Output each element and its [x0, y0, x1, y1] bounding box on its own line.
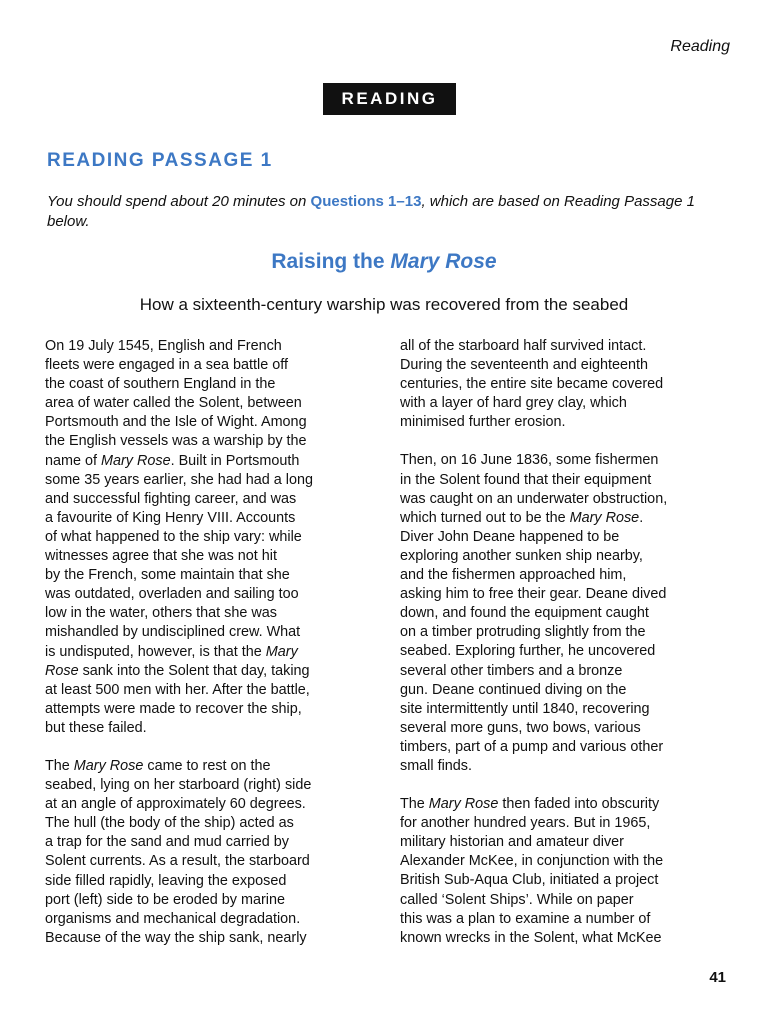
text-line: by the French, some maintain that she — [45, 567, 290, 584]
ship-name: Mary — [265, 643, 298, 660]
text-line: military historian and amateur diver — [400, 834, 624, 851]
text-line: gun. Deane continued diving on the — [400, 681, 627, 698]
text-line: with a layer of hard grey clay, which — [400, 395, 627, 412]
article-subtitle: How a sixteenth-century warship was recovered from the seabed — [139, 295, 629, 314]
paragraph — [400, 337, 740, 432]
right-column — [400, 337, 740, 967]
text-line: Rose sank into the Solent that day, taking — [45, 662, 310, 679]
text-line: all of the starboard half survived intact. — [400, 338, 647, 354]
text-line: Diver John Deane happened to be — [400, 528, 620, 545]
text-line: for another hundred years. But in 1965, — [400, 815, 651, 832]
left-column — [45, 337, 385, 967]
text-line: at least 500 men with her. After the battle, — [45, 681, 310, 698]
text-line: Then, on 16 June 1836, some fishermen — [400, 452, 659, 469]
text-line: and successful fighting career, and was — [45, 490, 297, 507]
text-line: this was a plan to examine a number of — [400, 910, 651, 927]
text-line: site intermittently until 1840, recovering — [400, 700, 650, 717]
text-line: witnesses agree that she was not hit — [45, 548, 277, 565]
text-line: down, and found the equipment caught — [400, 605, 649, 622]
text-line: minimised further erosion. — [400, 414, 566, 431]
text-line: seabed. Exploring further, he uncovered — [400, 643, 656, 660]
text-line: On 19 July 1545, English and French — [45, 338, 282, 354]
text-line: called ‘Solent Ships’. While on paper — [400, 891, 634, 908]
text-line: some 35 years earlier, she had had a long — [45, 471, 313, 488]
text-line: the English vessels was a warship by the — [45, 433, 307, 450]
questions-range: Questions 1–13 — [310, 193, 422, 210]
text-line: The Mary Rose then faded into obscurity — [400, 796, 660, 813]
paragraph — [45, 337, 385, 738]
text-line: centuries, the entire site became covered — [400, 376, 664, 393]
text-line: Because of the way the ship sank, nearly — [45, 929, 307, 946]
ship-name: Mary Rose — [101, 452, 171, 469]
text-line: in the Solent found that their equipment — [400, 471, 652, 488]
text-line: timbers, part of a pump and various other — [400, 738, 664, 755]
title-ship-name: Mary Rose — [390, 250, 497, 273]
passage-heading: READING PASSAGE 1 — [47, 150, 273, 171]
text-line: which turned out to be the Mary Rose. — [400, 509, 644, 526]
instructions-post: , which are based on Reading Passage 1 below. — [47, 193, 695, 230]
text-line: mishandled by undisciplined crew. What — [45, 624, 301, 641]
text-line: The hull (the body of the ship) acted as — [45, 815, 294, 832]
text-line: port (left) side to be eroded by marine — [45, 891, 285, 908]
text-line: British Sub-Aqua Club, initiated a project — [400, 872, 659, 889]
text-line: a favourite of King Henry VIII. Accounts — [45, 509, 296, 526]
text-line: seabed, lying on her starboard (right) side — [45, 777, 312, 794]
text-line: of what happened to the ship vary: while — [45, 528, 302, 545]
running-head: Reading — [670, 38, 730, 55]
title-text: Raising the — [271, 250, 391, 273]
text-line: at an angle of approximately 60 degrees. — [45, 796, 306, 813]
ship-name: Mary Rose — [428, 796, 499, 813]
ship-name: Mary Rose — [569, 509, 640, 526]
text-line: several other timbers and a bronze — [400, 662, 623, 679]
text-line: area of water called the Solent, between — [45, 395, 302, 412]
paragraph — [400, 451, 740, 776]
text-line: The Mary Rose came to rest on the — [45, 757, 271, 774]
text-line: a trap for the sand and mud carried by — [45, 834, 289, 851]
text-line: is undisputed, however, is that the Mary — [45, 643, 298, 660]
ship-name: Mary Rose — [73, 757, 144, 774]
paragraph — [45, 757, 385, 948]
text-line: During the seventeenth and eighteenth — [400, 357, 649, 374]
text-line: Alexander McKee, in conjunction with the — [400, 853, 664, 870]
text-line: low in the water, others that she was — [45, 605, 277, 622]
page-number: 41 — [709, 969, 726, 986]
instructions-pre: You should spend about 20 minutes on — [47, 193, 311, 210]
text-line: Solent currents. As a result, the starboard — [45, 853, 310, 870]
ship-name: Rose — [45, 662, 79, 679]
text-line: on a timber protruding slightly from the — [400, 624, 646, 641]
section-label: READING — [323, 83, 456, 115]
text-line: organisms and mechanical degradation. — [45, 910, 301, 927]
text-line: asking him to free their gear. Deane dived — [400, 586, 667, 603]
article-title — [0, 250, 768, 274]
text-line: was outdated, overladen and sailing too — [45, 586, 299, 603]
text-line: the coast of southern England in the — [45, 376, 276, 393]
paragraph — [400, 795, 740, 948]
text-line: but these failed. — [45, 719, 147, 736]
text-line: and the fishermen approached him, — [400, 567, 627, 584]
text-line: exploring another sunken ship nearby, — [400, 547, 643, 564]
text-line: several more guns, two bows, various — [400, 719, 641, 736]
text-line: side filled rapidly, leaving the exposed — [45, 872, 287, 889]
text-line: name of Mary Rose. Built in Portsmouth — [45, 452, 300, 469]
text-line: Portsmouth and the Isle of Wight. Among — [45, 414, 307, 431]
text-line: known wrecks in the Solent, what McKee — [400, 929, 662, 946]
text-line: small finds. — [400, 757, 472, 774]
text-line: was caught on an underwater obstruction, — [400, 490, 668, 507]
text-line: fleets were engaged in a sea battle off — [45, 357, 288, 374]
text-line: attempts were made to recover the ship, — [45, 700, 302, 717]
instructions — [47, 192, 727, 232]
